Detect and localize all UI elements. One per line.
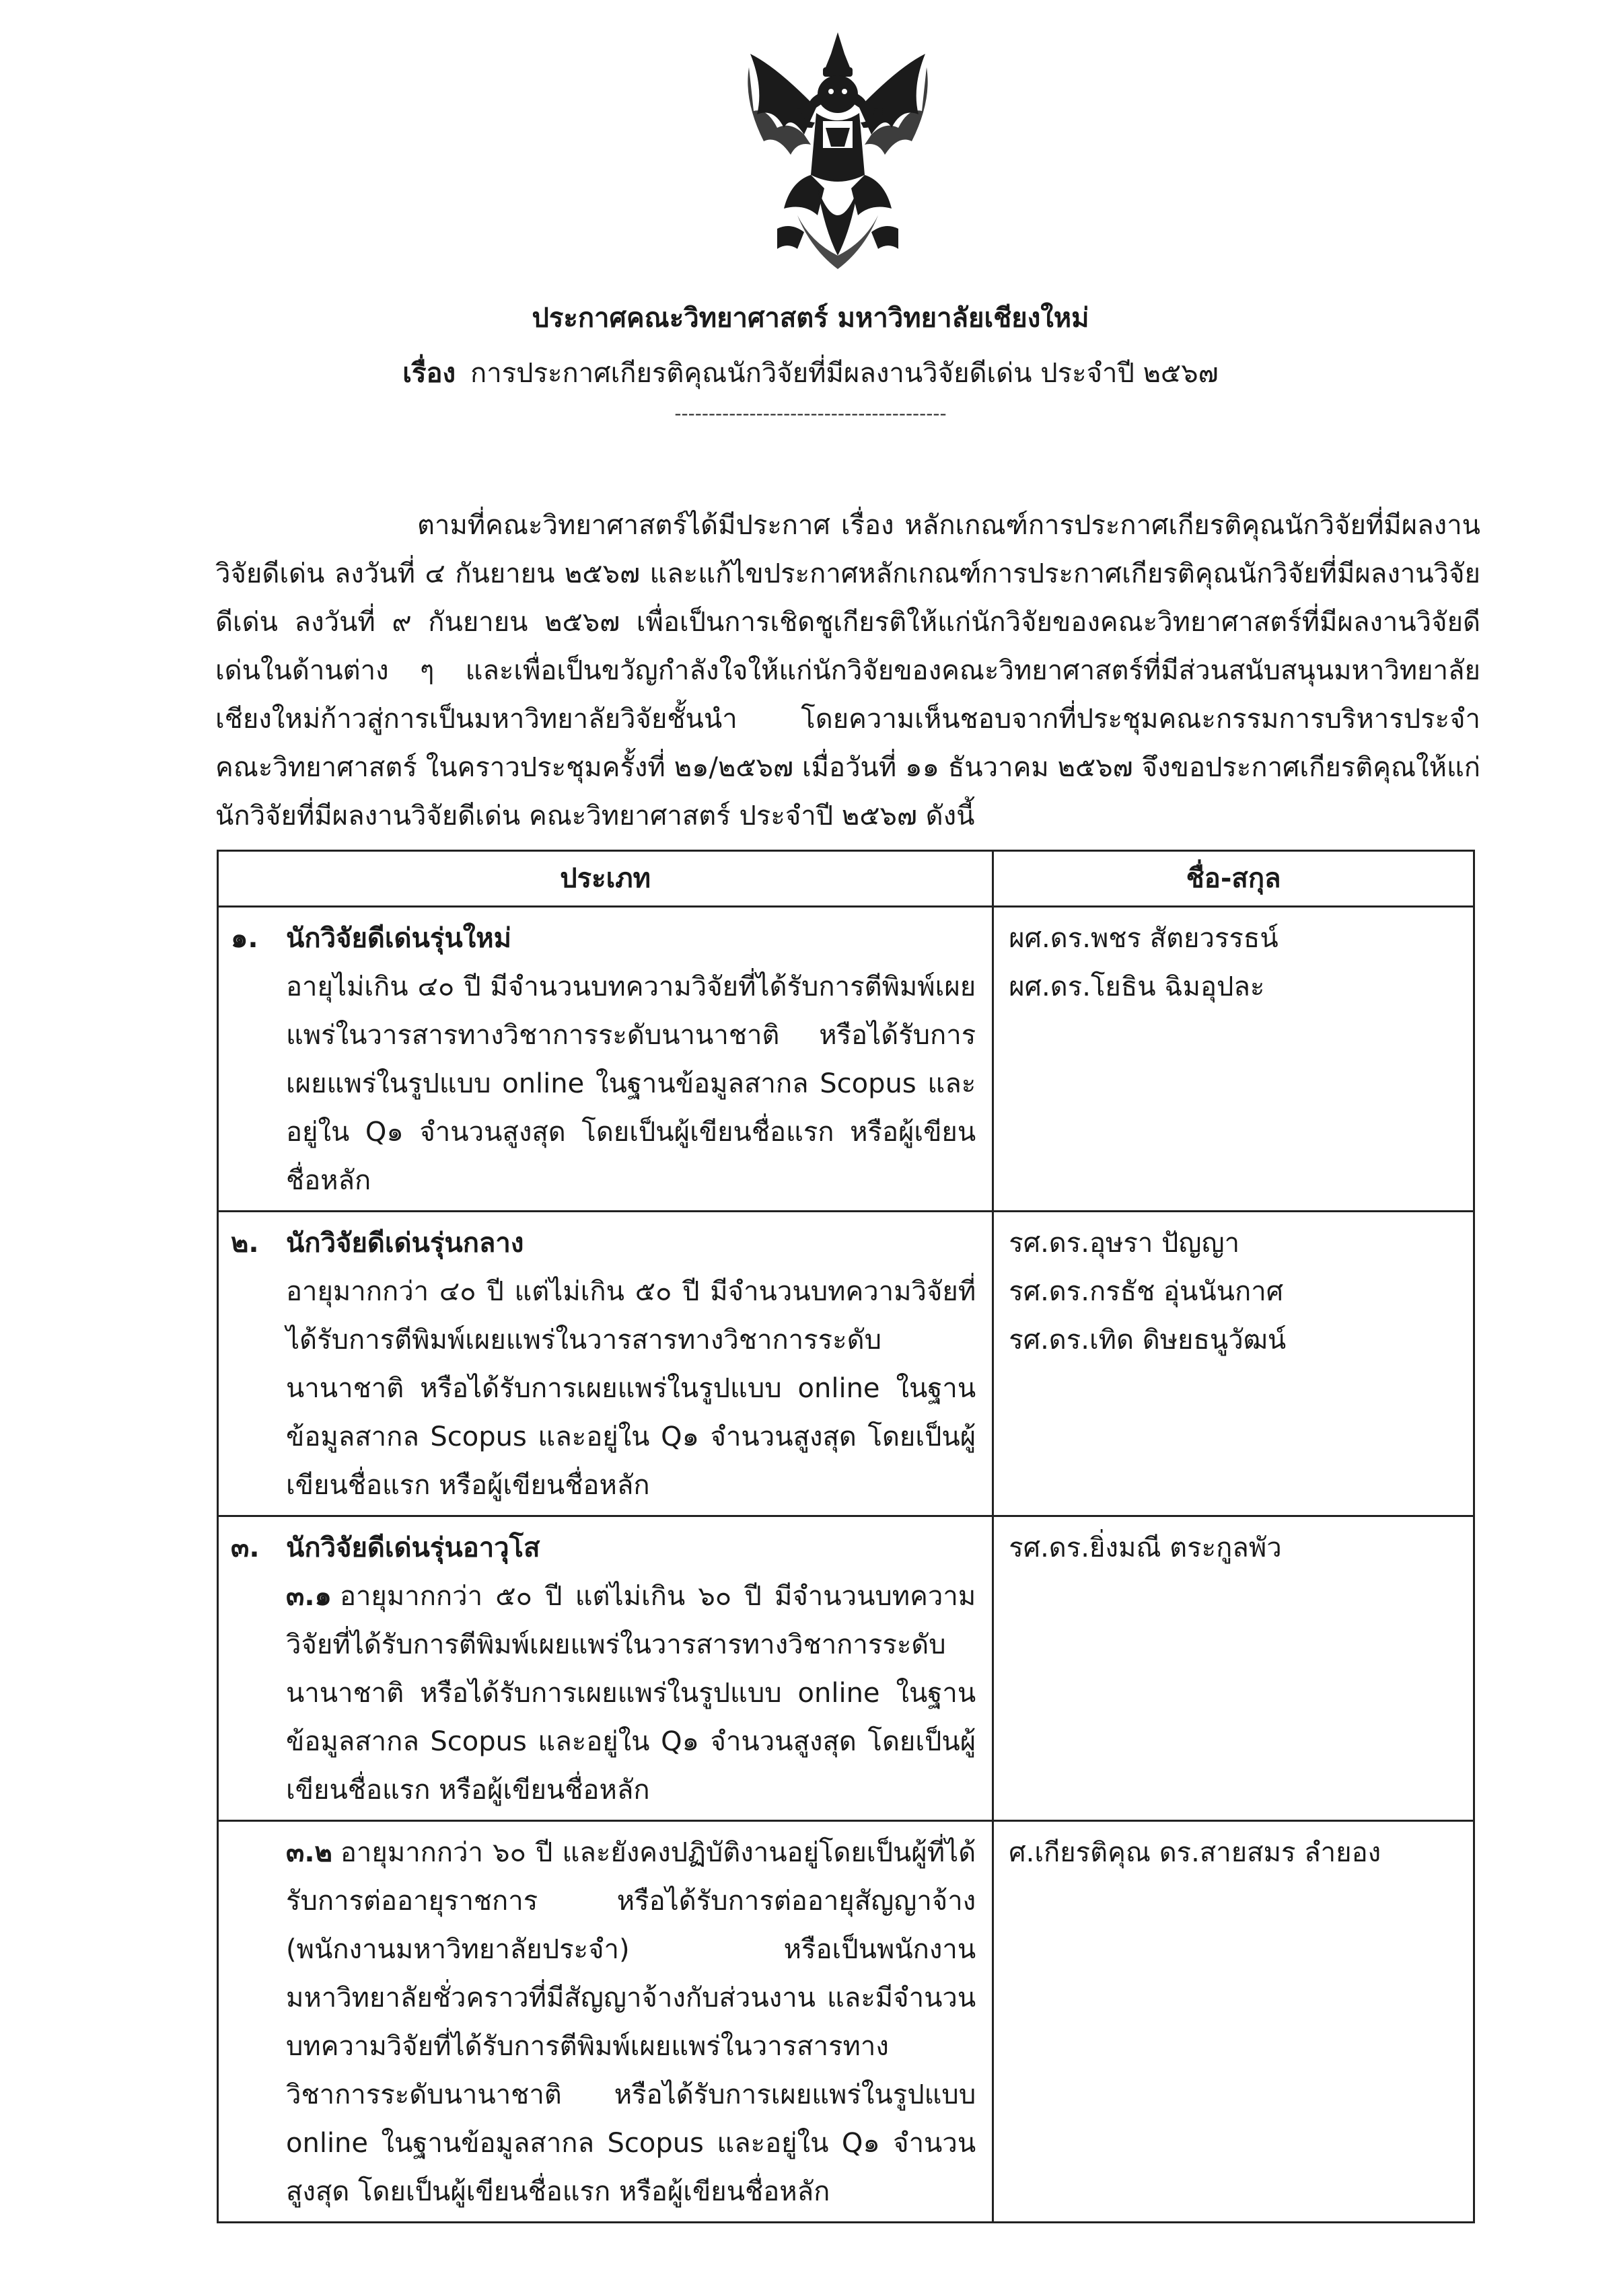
header-name: ชื่อ-สกุล (993, 851, 1474, 907)
subcategory-description: อายุมากกว่า ๕๐ ปี แต่ไม่เกิน ๖๐ ปี มีจำนวนบทความวิจัยที่ได้รับการตีพิมพ์เผยแพร่ในวารสารทางวิชาการระดับนานาชาติ หรือได้รับการเผยแพร่ในรูปแบบ online ในฐานข้อมูลสากล Scopus และอยู่ใน Q๑ จำนวนสูงสุด โดยเป็นผู้เขียนชื่อแรก หรือผู้เขียนชื่อหลัก (286, 1581, 976, 1806)
category-cell (218, 907, 993, 1212)
researcher-name: ผศ.ดร.โยธิน ฉิมอุปละ (1009, 971, 1265, 1002)
category-title: นักวิจัยดีเด่นรุ่นกลาง (286, 1228, 524, 1259)
researcher-name: รศ.ดร.กรธัช อุ่นนันกาศ (1009, 1276, 1284, 1307)
names-cell (993, 1212, 1474, 1516)
category-cell (218, 1516, 993, 1821)
subcategory-number: ๓.๒ (286, 1837, 332, 1868)
researcher-name: รศ.ดร.อุษรา ปัญญา (1009, 1228, 1240, 1259)
table-row (218, 1821, 1474, 2223)
category-description (286, 1828, 976, 2216)
separator-line: ---------------------------------------- (674, 402, 947, 424)
researcher-name: รศ.ดร.ยิ่งมณี ตระกูลพัว (1009, 1532, 1282, 1563)
announcement-title: ประกาศคณะวิทยาศาสตร์ มหาวิทยาลัยเชียงใหม่ (532, 303, 1089, 334)
names-cell (993, 1821, 1474, 2223)
garuda-emblem (737, 27, 939, 283)
researcher-name: ศ.เกียรติคุณ ดร.สายสมร ลำยอง (1009, 1837, 1381, 1868)
category-description (286, 1572, 976, 1814)
category-number: ๓. (231, 1532, 260, 1563)
table-row (218, 907, 1474, 1212)
category-cell (218, 1821, 993, 2223)
names-cell (993, 907, 1474, 1212)
table-row (218, 1212, 1474, 1516)
category-heading (231, 1524, 976, 1572)
researcher-name: รศ.ดร.เทิด ดิษยธนูวัฒน์ (1009, 1325, 1287, 1356)
category-title: นักวิจัยดีเด่นรุ่นอาวุโส (286, 1532, 540, 1563)
category-heading (231, 914, 976, 963)
category-title: นักวิจัยดีเด่นรุ่นใหม่ (286, 923, 511, 954)
subcategory-number: ๓.๑ (286, 1581, 332, 1612)
header-category: ประเภท (218, 851, 993, 907)
table-header-row (218, 851, 1474, 907)
category-number: ๒. (231, 1228, 259, 1259)
subject-text: การประกาศเกียรติคุณนักวิจัยที่มีผลงานวิจัยดีเด่น ประจำปี ๒๕๖๗ (470, 358, 1219, 389)
preamble-paragraph: ตามที่คณะวิทยาศาสตร์ได้มีประกาศ เรื่อง หลักเกณฑ์การประกาศเกียรติคุณนักวิจัยที่มีผลงานวิจัยดีเด่น ลงวันที่ ๔ กันยายน ๒๕๖๗ และแก้ไขประกาศหลักเกณฑ์การประกาศเกียรติคุณนักวิจัยที่มีผลงานวิจัยดีเด่น ลงวันที่ ๙ กันยายน ๒๕๖๗ เพื่อเป็นการเชิดชูเกียรติให้แก่นักวิจัยของคณะวิทยาศาสตร์ที่มีผลงานวิจัยดีเด่นในด้านต่าง ๆ และเพื่อเป็นขวัญกำลังใจให้แก่นักวิจัยของคณะวิทยาศาสตร์ที่มีส่วนสนับสนุนมหาวิทยาลัยเชียงใหม่ก้าวสู่การเป็นมหาวิทยาลัยวิจัยชั้นนำ โดยความเห็นชอบจากที่ประชุมคณะกรรมการบริหารประจำคณะวิทยาศาสตร์ ในคราวประชุมครั้งที่ ๒๑/๒๕๖๗ เมื่อวันที่ ๑๑ ธันวาคม ๒๕๖๗ จึงขอประกาศเกียรติคุณให้แก่นักวิจัยที่มีผลงานวิจัยดีเด่น คณะวิทยาศาสตร์ ประจำปี ๒๕๖๗ ดังนี้ (215, 510, 1480, 831)
subcategory-description: อายุมากกว่า ๖๐ ปี และยังคงปฏิบัติงานอยู่โดยเป็นผู้ที่ได้รับการต่ออายุราชการ หรือได้รับการต่ออายุสัญญาจ้าง (พนักงานมหาวิทยาลัยประจำ) หรือเป็นพนักงานมหาวิทยาลัยชั่วคราวที่มีสัญญาจ้างกับส่วนงาน และมีจำนวนบทความวิจัยที่ได้รับการตีพิมพ์เผยแพร่ในวารสารทางวิชาการระดับนานาชาติ หรือได้รับการเผยแพร่ในรูปแบบ online ในฐานข้อมูลสากล Scopus และอยู่ใน Q๑ จำนวนสูงสุด โดยเป็นผู้เขียนชื่อแรก หรือผู้เขียนชื่อหลัก (286, 1837, 976, 2207)
subject-label: เรื่อง (402, 358, 456, 389)
researcher-name: ผศ.ดร.พชร สัตยวรรธน์ (1009, 923, 1278, 954)
announcement-subject (0, 351, 1621, 394)
category-number: ๑. (231, 923, 258, 954)
names-cell (993, 1516, 1474, 1821)
category-cell (218, 1212, 993, 1516)
awards-table (217, 850, 1475, 2223)
category-description: อายุไม่เกิน ๔๐ ปี มีจำนวนบทความวิจัยที่ได้รับการตีพิมพ์เผยแพร่ในวารสารทางวิชาการระดับนานาชาติ หรือได้รับการเผยแพร่ในรูปแบบ online ในฐานข้อมูลสากล Scopus และอยู่ใน Q๑ จำนวนสูงสุด โดยเป็นผู้เขียนชื่อแรก หรือผู้เขียนชื่อหลัก (286, 971, 976, 1196)
table-row (218, 1516, 1474, 1821)
category-description: อายุมากกว่า ๔๐ ปี แต่ไม่เกิน ๕๐ ปี มีจำนวนบทความวิจัยที่ได้รับการตีพิมพ์เผยแพร่ในวารสารทางวิชาการระดับนานาชาติ หรือได้รับการเผยแพร่ในรูปแบบ online ในฐานข้อมูลสากล Scopus และอยู่ใน Q๑ จำนวนสูงสุด โดยเป็นผู้เขียนชื่อแรก หรือผู้เขียนชื่อหลัก (286, 1276, 976, 1501)
category-heading (231, 1219, 976, 1267)
